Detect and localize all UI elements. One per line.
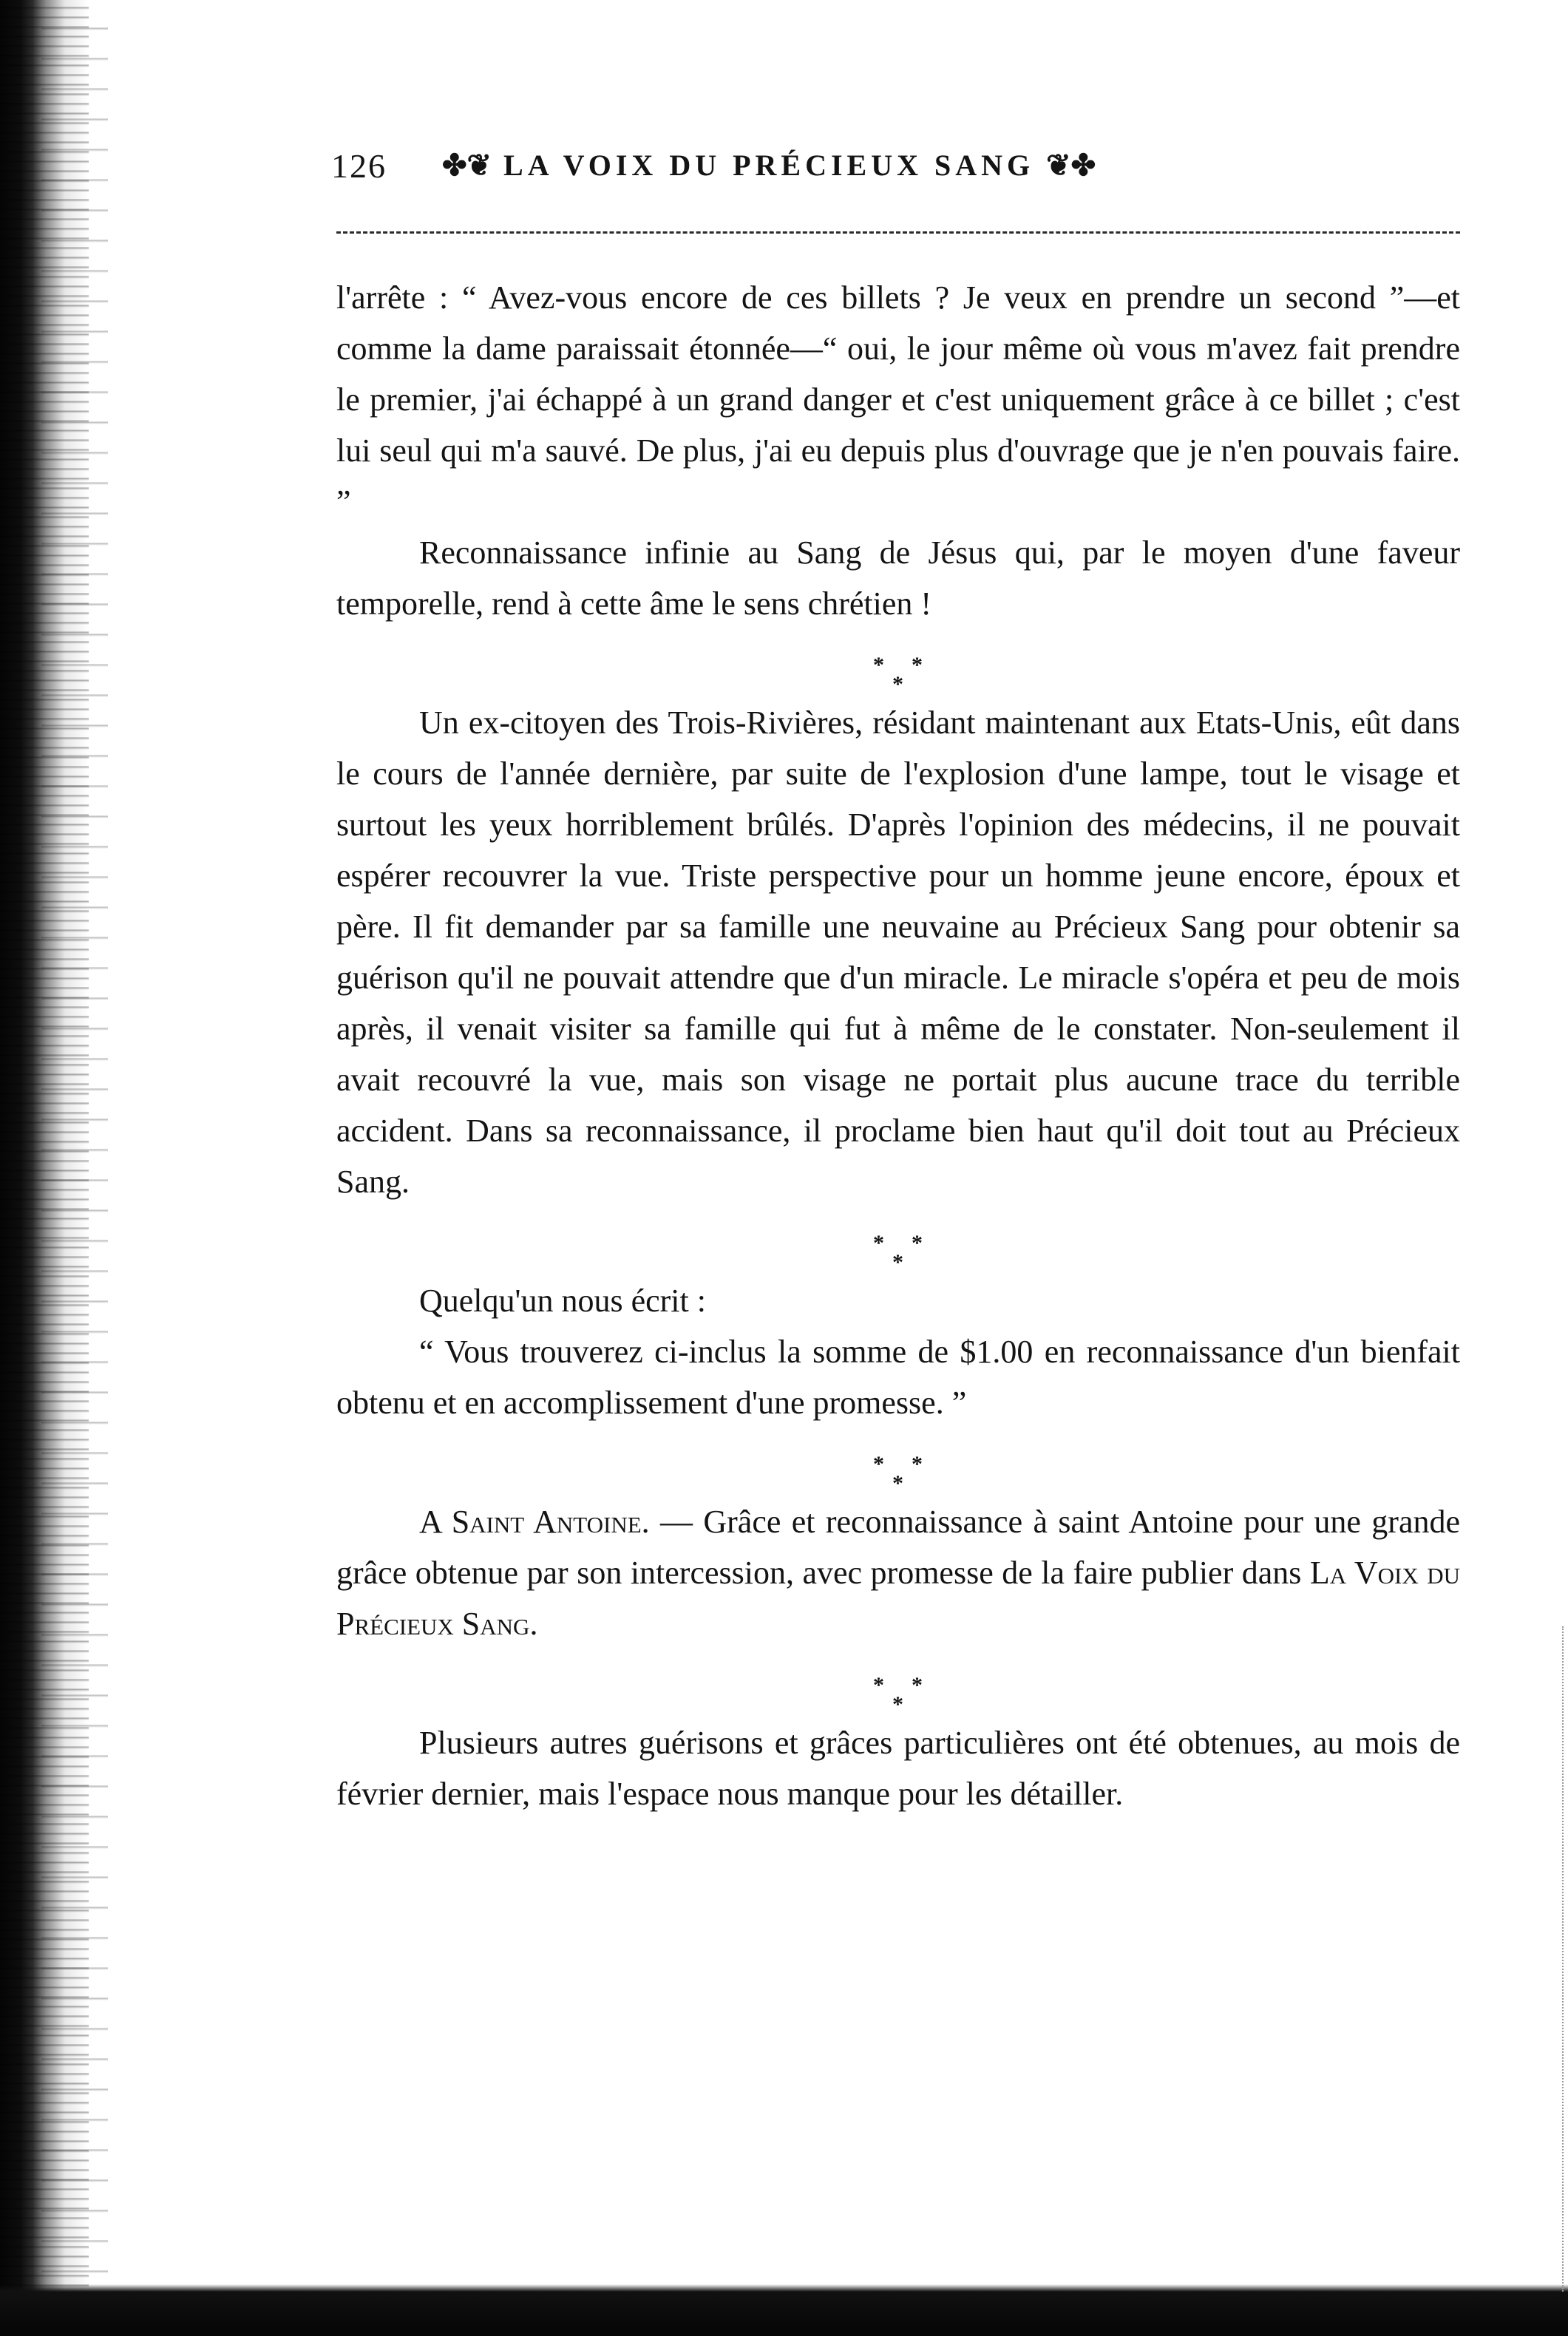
asterism-separator — [336, 629, 1460, 697]
binding-specks — [41, 0, 108, 2336]
section-heading-saint-antoine: A Saint Antoine. — [419, 1504, 650, 1540]
asterism-star: * — [892, 1250, 903, 1274]
asterism-star: * — [873, 1452, 884, 1476]
saint-antoine-end: . — [529, 1606, 538, 1642]
header-rule — [336, 231, 1460, 234]
header-flourish-left: ✤❦ — [442, 149, 492, 182]
asterism-star: * — [912, 1231, 923, 1255]
publication-title: La Voix du Précieux Sang — [336, 1555, 1460, 1642]
asterism-separator — [336, 1428, 1460, 1496]
paragraph-continuation: l'arrête : “ Avez-vous encore de ces billets ? Je veux en prendre un second ”—et comme la dame paraissait étonnée—“ oui, le jour même où vous m'avez fait prendre le premier, j'ai échappé à un grand danger et c'est uniquement grâce à ce billet ; c'est lui seul qui m'a sauvé. De plus, j'ai eu depuis plus d'ouvrage que je n'en pouvais faire. ” — [336, 279, 1460, 520]
header-flourish-right: ❦✤ — [1046, 149, 1096, 182]
paragraph-quelquun: Quelqu'un nous écrit : — [419, 1283, 706, 1319]
page-bottom-edge — [0, 2284, 1568, 2336]
asterism-star: * — [873, 1231, 884, 1255]
page-number: 126 — [331, 147, 387, 185]
running-title-text: LA VOIX DU PRÉCIEUX SANG — [503, 149, 1035, 182]
asterism-star: * — [892, 672, 903, 696]
asterism-star: * — [873, 653, 884, 677]
paragraph-saint-antoine — [336, 1496, 1460, 1649]
asterism-star: * — [912, 1673, 923, 1697]
asterism-star: * — [912, 653, 923, 677]
asterism-separator — [336, 1207, 1460, 1275]
paragraph-trois-rivieres: Un ex-citoyen des Trois-Rivières, résidant maintenant aux Etats-Unis, eût dans le cours de l'année dernière, par suite de l'explosion d'une lampe, tout le visage et surtout les yeux horriblement brûlés. D'après l'opinion des médecins, il ne pouvait espérer recouvrer la vue. Triste perspective pour un homme jeune encore, époux et père. Il fit demander par sa famille une neuvaine au Précieux Sang pour obtenir sa guérison qu'il ne pouvait attendre que d'un miracle. Le miracle s'opéra et peu de mois après, il venait visiter sa famille qui fut à même de le constater. Non-seulement il avait recouvré la vue, mais son visage ne portait plus aucune trace du terrible accident. Dans sa reconnaissance, il proclame bien haut qu'il doit tout au Précieux Sang. — [336, 704, 1460, 1200]
paragraph-letter: “ Vous trouverez ci-inclus la somme de $1.00 en reconnaissance d'un bienfait obtenu et en accomplissement d'une promesse. ” — [336, 1334, 1460, 1421]
saint-antoine-body: — Grâce et reconnaissance à saint Antoine pour une grande grâce obtenue par son intercession, avec promesse de la faire publier dans — [336, 1504, 1461, 1591]
paragraph-reconnaissance: Reconnaissance infinie au Sang de Jésus qui, par le moyen d'une faveur temporelle, rend à cette âme le sens chrétien ! — [336, 534, 1460, 622]
page-right-edge — [1562, 1626, 1568, 2292]
paragraph-plusieurs: Plusieurs autres guérisons et grâces particulières ont été obtenues, au mois de février dernier, mais l'espace nous manque pour les détailler. — [336, 1725, 1460, 1812]
asterism-star: * — [892, 1692, 903, 1717]
running-header — [331, 146, 1462, 191]
running-title — [442, 148, 1462, 183]
body-text — [336, 272, 1460, 1819]
asterism-star: * — [912, 1452, 923, 1476]
asterism-separator — [336, 1649, 1460, 1717]
asterism-star: * — [873, 1673, 884, 1697]
asterism-star: * — [892, 1471, 903, 1495]
